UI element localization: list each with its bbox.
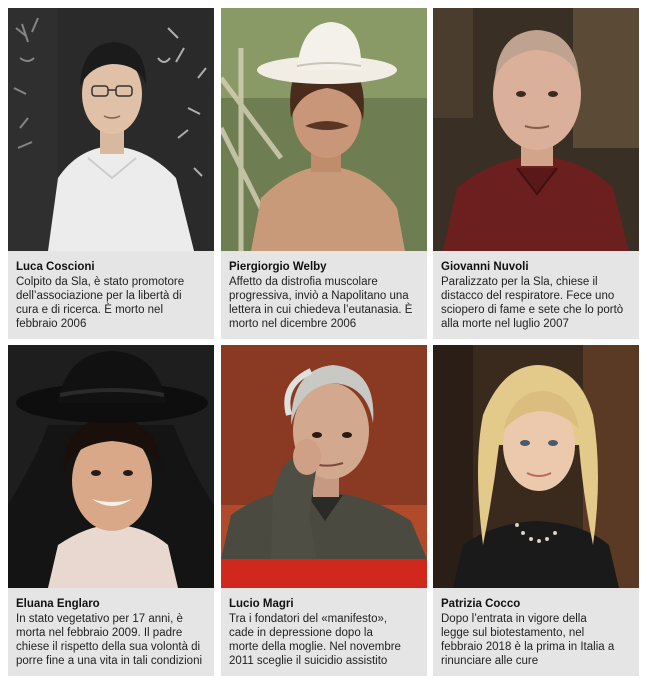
person-description-line: febbraio 2018 è la prima in Italia a xyxy=(441,641,615,653)
caption-box xyxy=(433,251,639,339)
person-description-line: morte della moglie. Nel novembre xyxy=(229,641,401,653)
person-name: Lucio Magri xyxy=(229,598,294,610)
portrait-photo-piergiorgio-welby xyxy=(221,8,427,251)
person-description-line: chiese il rispetto della sua volontà di xyxy=(16,641,201,653)
person-description-line: porre fine a una vita in tali condizioni xyxy=(16,655,203,667)
person-description-line: 2011 sceglie il suicidio assistito xyxy=(229,655,388,667)
person-description-line: cade in depressione dopo la xyxy=(229,627,373,639)
person-description-line: Paralizzato per la Sla, chiese il xyxy=(441,276,598,288)
person-description-line: sciopero di fame e sete che lo portò xyxy=(441,304,624,316)
person-description-line: dell’associazione per la libertà di xyxy=(16,290,182,302)
person-card-piergiorgio-welby xyxy=(221,8,427,339)
person-name: Patrizia Cocco xyxy=(441,598,521,610)
person-description-line: rinunciare alle cure xyxy=(441,655,539,667)
caption-box xyxy=(8,251,214,339)
portrait-photo-lucio-magri xyxy=(221,345,427,588)
caption-box xyxy=(221,251,427,339)
person-card-lucio-magri xyxy=(221,345,427,676)
portrait-photo-eluana-englaro xyxy=(8,345,214,588)
caption-box xyxy=(8,588,214,676)
person-description-line: morta nel febbraio 2009. Il padre xyxy=(16,627,183,639)
caption-box xyxy=(221,588,427,676)
person-description-line: lettera in cui chiedeva l’eutanasia. È xyxy=(229,304,413,316)
portrait-photo-giovanni-nuvoli xyxy=(433,8,639,251)
person-description-line: legge sul biotestamento, nel xyxy=(441,627,585,639)
person-description-line: Affetto da distrofia muscolare xyxy=(229,276,378,288)
person-description-line: alla morte nel luglio 2007 xyxy=(441,318,569,330)
portrait-photo-luca-coscioni xyxy=(8,8,214,251)
person-description-line: Tra i fondatori del «manifesto», xyxy=(229,613,388,625)
person-description-line: Dopo l’entrata in vigore della xyxy=(441,613,587,625)
person-description-line: In stato vegetativo per 17 anni, è xyxy=(16,613,183,625)
caption-box xyxy=(433,588,639,676)
person-name: Giovanni Nuvoli xyxy=(441,261,529,273)
person-card-patrizia-cocco xyxy=(433,345,639,676)
person-name: Luca Coscioni xyxy=(16,261,95,273)
portrait-photo-patrizia-cocco xyxy=(433,345,639,588)
person-card-eluana-englaro xyxy=(8,345,214,676)
person-description-line: Colpito da Sla, è stato promotore xyxy=(16,276,185,288)
person-card-luca-coscioni xyxy=(8,8,214,339)
person-description-line: febbraio 2006 xyxy=(16,318,87,330)
person-card-giovanni-nuvoli xyxy=(433,8,639,339)
person-name: Eluana Englaro xyxy=(16,598,100,610)
person-description-line: progressiva, inviò a Napolitano una xyxy=(229,290,409,302)
person-description-line: cura e di ricerca. È morto nel xyxy=(16,304,164,316)
person-name: Piergiorgio Welby xyxy=(229,261,327,273)
person-description-line: distacco del respiratore. Fece uno xyxy=(441,290,615,302)
person-description-line: morto nel dicembre 2006 xyxy=(229,318,357,330)
